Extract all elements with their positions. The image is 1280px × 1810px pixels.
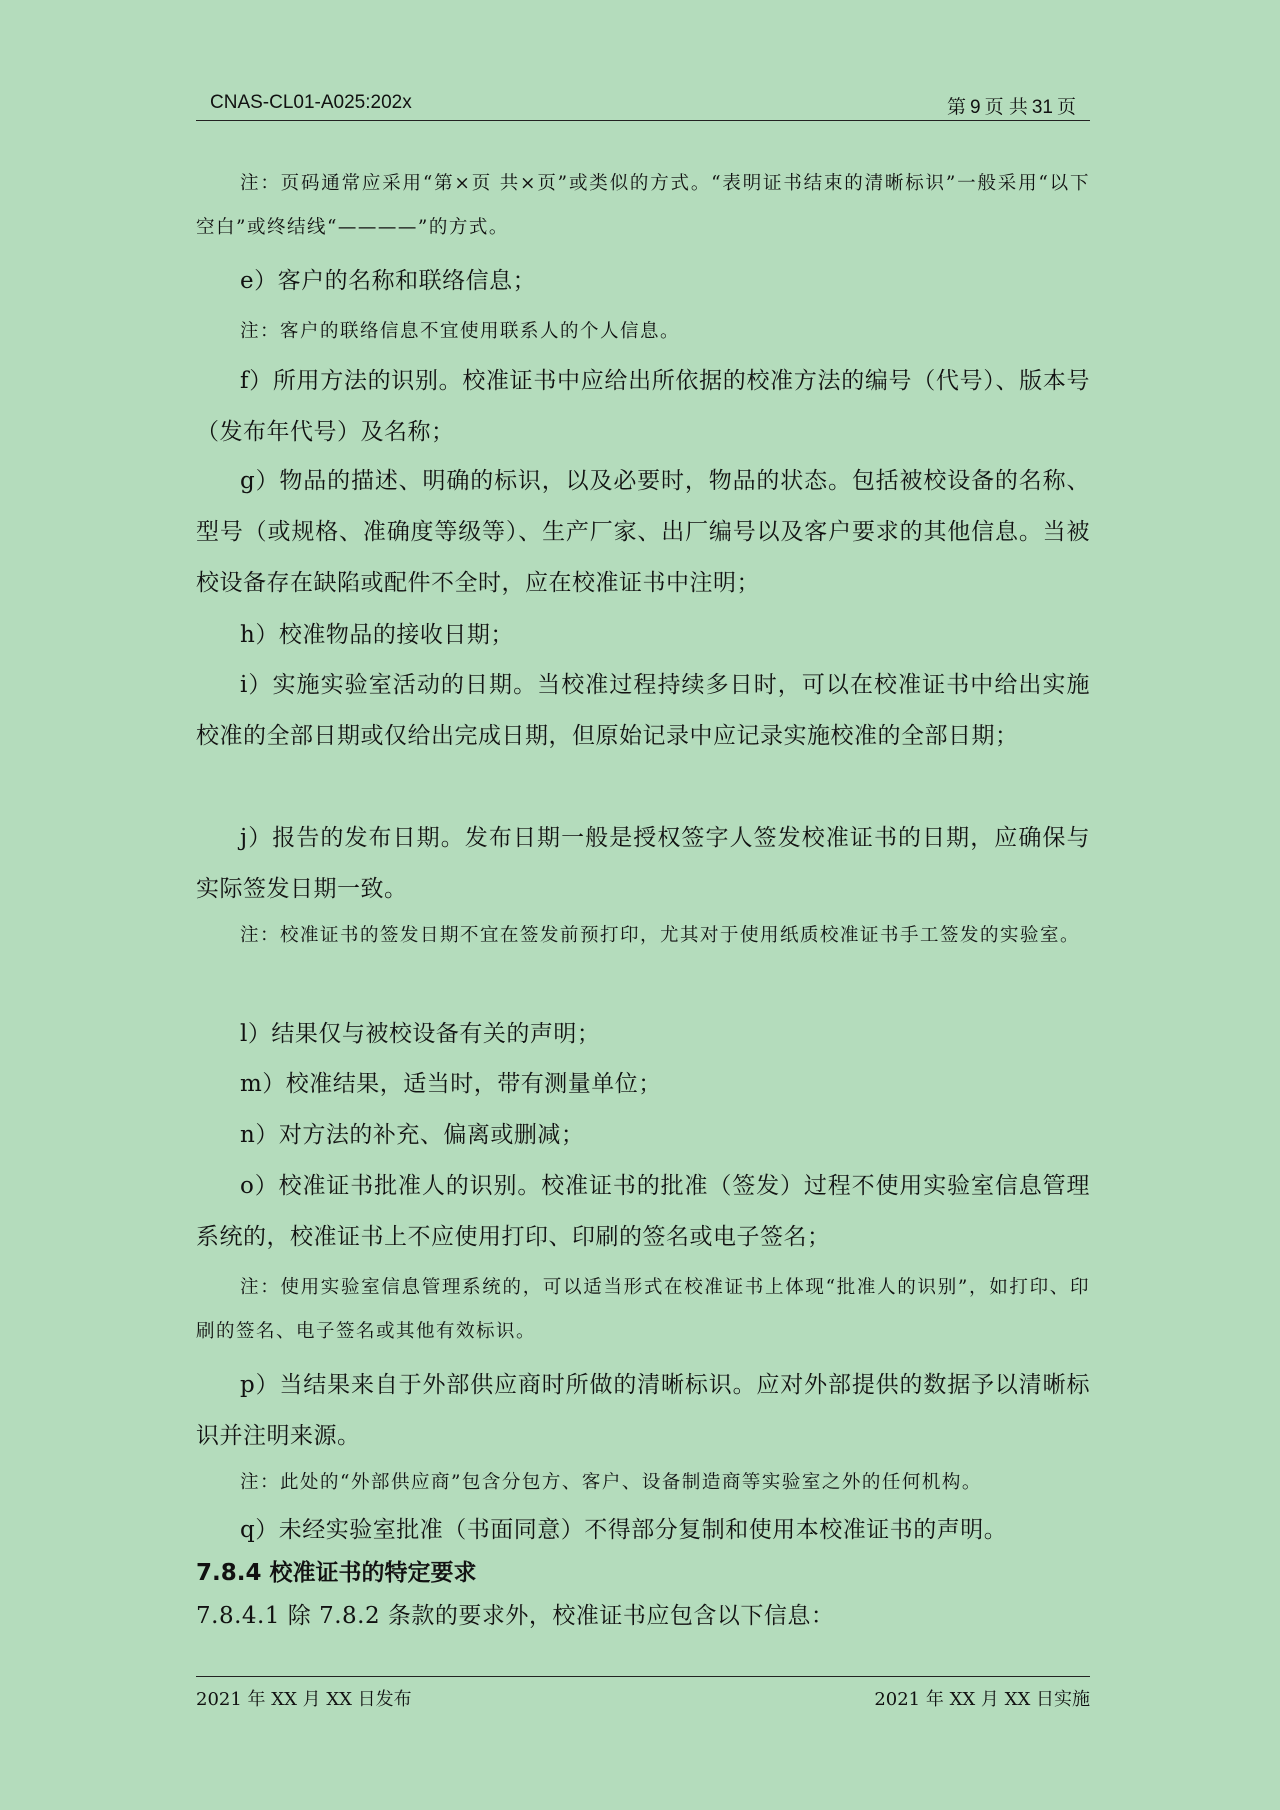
page-label-prefix: 第 <box>946 97 966 118</box>
item-j: j）报告的发布日期。发布日期一般是授权签字人签发校准证书的日期，应确保与实际签发日期一致。 <box>196 825 1090 902</box>
note-j: 注：校准证书的签发日期不宜在签发前预打印，尤其对于使用纸质校准证书手工签发的实验室。 <box>240 925 1081 946</box>
page-current: 9 <box>969 97 981 118</box>
issue-date: 2021 年 XX 月 XX 日发布 <box>196 1689 412 1710</box>
note-e: 注：客户的联络信息不宜使用联系人的个人信息。 <box>240 321 681 342</box>
note-o: 注：使用实验室信息管理系统的，可以适当形式在校准证书上体现“批准人的识别”，如打印、印刷的签名、电子签名或其他有效标识。 <box>196 1277 1090 1342</box>
page-total: 31 <box>1031 97 1053 118</box>
page-number <box>947 92 1076 119</box>
document-code: CNAS-CL01-A025:202x <box>210 92 412 113</box>
item-o: o）校准证书批准人的识别。校准证书的批准（签发）过程不使用实验室信息管理系统的，校准证书上不应使用打印、印刷的签名或电子签名； <box>196 1173 1090 1250</box>
item-p: p）当结果来自于外部供应商时所做的清晰标识。应对外部提供的数据予以清晰标识并注明来源。 <box>196 1372 1090 1449</box>
item-e: e）客户的名称和联络信息； <box>240 268 537 294</box>
implement-date: 2021 年 XX 月 XX 日实施 <box>874 1689 1090 1710</box>
item-n: n）对方法的补充、偏离或删减； <box>240 1122 585 1148</box>
clause-7-8-4-1: 7.8.4.1 除 7.8.2 条款的要求外，校准证书应包含以下信息： <box>196 1603 835 1629</box>
note-p: 注：此处的“外部供应商”包含分包方、客户、设备制造商等实验室之外的任何机构。 <box>240 1472 982 1493</box>
page-label-suffix: 页 <box>1056 97 1076 118</box>
item-q: q）未经实验室批准（书面同意）不得部分复制和使用本校准证书的声明。 <box>240 1517 1008 1543</box>
item-g: g）物品的描述、明确的标识，以及必要时，物品的状态。包括被校设备的名称、型号（或规格、准确度等级等）、生产厂家、出厂编号以及客户要求的其他信息。当被校设备存在缺陷或配件不全时，应在校准证书中注明； <box>196 468 1090 596</box>
item-i: i）实施实验室活动的日期。当校准过程持续多日时，可以在校准证书中给出实施校准的全部日期或仅给出完成日期，但原始记录中应记录实施校准的全部日期； <box>196 672 1090 749</box>
page-header <box>196 86 1090 121</box>
note-page-numbering: 注：页码通常应采用“第×页 共×页”或类似的方式。“表明证书结束的清晰标识”一般采用“以下空白”或终结线“————”的方式。 <box>196 173 1090 238</box>
section-heading: 7.8.4 校准证书的特定要求 <box>196 1560 477 1586</box>
item-m: m）校准结果，适当时，带有测量单位； <box>240 1071 662 1097</box>
page-label-mid: 页 共 <box>984 97 1028 118</box>
item-h: h）校准物品的接收日期； <box>240 622 514 648</box>
item-l: l）结果仅与被校设备有关的声明； <box>240 1021 601 1047</box>
page-footer <box>196 1676 1090 1717</box>
item-f: f）所用方法的识别。校准证书中应给出所依据的校准方法的编号（代号）、版本号（发布年代号）及名称； <box>196 368 1090 445</box>
